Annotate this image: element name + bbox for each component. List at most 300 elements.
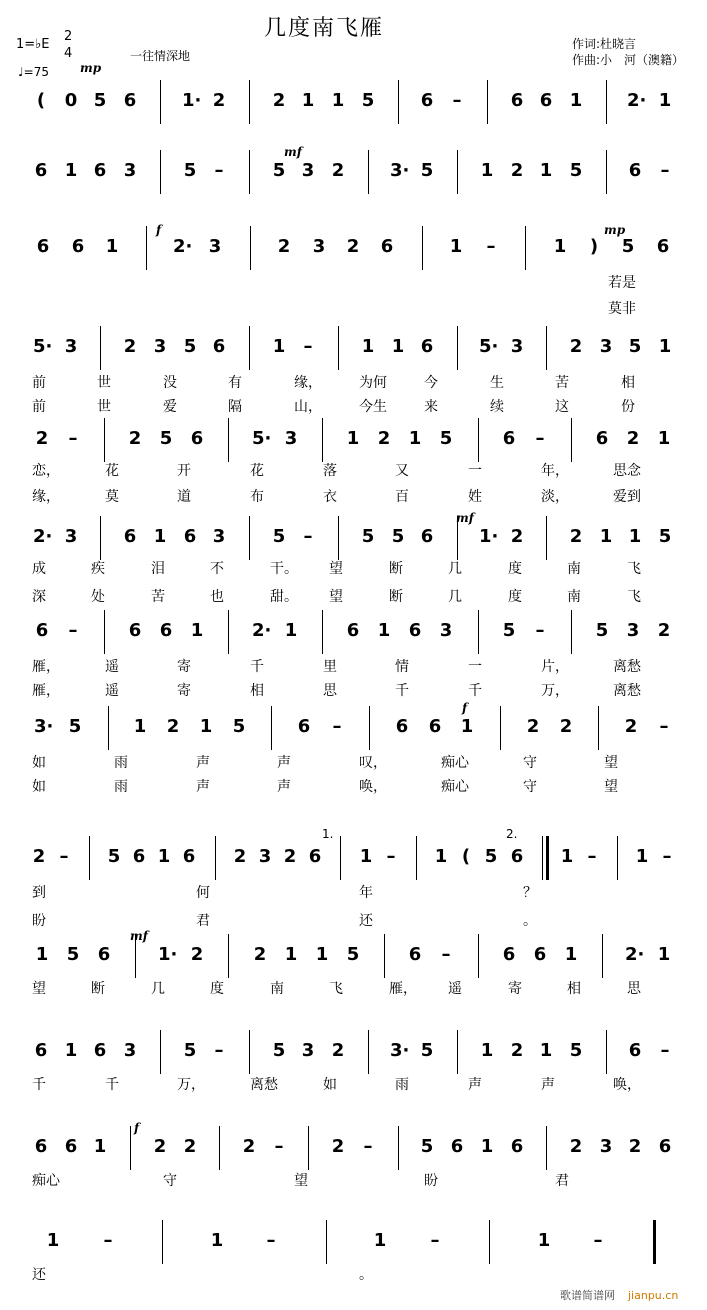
sustain-dash: – — [214, 160, 224, 181]
lyric-verse-2: 爱 — [163, 399, 177, 415]
lyric-verse-2: 衣 — [323, 489, 337, 505]
lyric-verse-1: 世 — [97, 375, 111, 391]
bar-line — [228, 934, 229, 978]
sustain-dash: – — [303, 336, 313, 357]
lyric-verse-1: 苦 — [555, 375, 569, 391]
lyric-verse-1: 如 — [32, 755, 46, 771]
sustain-dash: – — [660, 160, 670, 181]
lyric-verse-1: 开 — [177, 463, 191, 479]
bar-line — [457, 150, 458, 194]
lyric-verse-2: 相 — [250, 683, 264, 699]
note: 6 — [34, 1136, 48, 1157]
sustain-dash: – — [59, 846, 69, 867]
note: 2· — [625, 944, 645, 965]
note: 1 — [635, 846, 649, 867]
lyric-verse-1: 花 — [250, 463, 264, 479]
note: 2 — [190, 944, 204, 965]
note: 6 — [64, 1136, 78, 1157]
note: 2 — [626, 428, 640, 449]
note: 6 — [502, 944, 516, 965]
sustain-dash: – — [386, 846, 396, 867]
lyric-verse-1: 声 — [541, 1077, 555, 1093]
bar-line — [398, 80, 399, 124]
note: 1 — [449, 236, 463, 257]
bar-line — [398, 1126, 399, 1170]
note: 1 — [480, 160, 494, 181]
note: 1 — [560, 846, 574, 867]
lyric-verse-1: 望 — [329, 561, 343, 577]
bar-line — [160, 80, 161, 124]
bar-line — [100, 326, 101, 370]
note: 6 — [97, 944, 111, 965]
lyric-verse-1: 思念 — [613, 463, 641, 479]
note: 6 — [658, 1136, 672, 1157]
lyric-verse-2: 前 — [32, 399, 46, 415]
note: 1 — [64, 160, 78, 181]
lyric-verse-1: 成 — [32, 561, 46, 577]
note: 5 — [272, 1040, 286, 1061]
lyric-verse-2: 甜。 — [270, 589, 298, 605]
score-system — [0, 1040, 707, 1093]
bar-line — [249, 150, 250, 194]
lyric-verse-2: 来 — [424, 399, 438, 415]
note: 5 — [232, 716, 246, 737]
note: 3· — [34, 716, 54, 737]
lyric-verse-1: 今 — [424, 375, 438, 391]
note: 1 — [480, 1040, 494, 1061]
lyric-verse-1: 雁， — [32, 659, 60, 675]
lyric-verse-2: 莫非 — [608, 301, 636, 317]
bar-line — [384, 934, 385, 978]
note: 5 — [346, 944, 360, 965]
sustain-dash: – — [587, 846, 597, 867]
note: 1 — [272, 336, 286, 357]
lyric-verse-2: 望 — [604, 779, 618, 795]
note: 1 — [657, 428, 671, 449]
note: 1 — [564, 944, 578, 965]
bar-line — [340, 836, 341, 880]
sustain-dash: – — [535, 620, 545, 641]
lyric-verse-1: 恋， — [32, 463, 60, 479]
lyric-verse-1: 痴心 — [441, 755, 469, 771]
lyric-verse-1: 南 — [567, 561, 581, 577]
note: 1 — [153, 526, 167, 547]
key-signature: 1=♭E — [16, 37, 50, 52]
note: 1 — [157, 846, 171, 867]
note: 2 — [242, 1136, 256, 1157]
lyric-verse-2: 声 — [277, 779, 291, 795]
note: 2 — [183, 1136, 197, 1157]
note: 6 — [128, 620, 142, 641]
dynamic-marking: mp — [604, 223, 626, 237]
lyric-verse-2: 南 — [567, 589, 581, 605]
note: 5 — [361, 90, 375, 111]
bar-line — [478, 610, 479, 654]
note: 2 — [346, 236, 360, 257]
note: 2 — [212, 90, 226, 111]
note: 2· — [627, 90, 647, 111]
note: 6 — [533, 944, 547, 965]
lyric-verse-1: 相 — [567, 981, 581, 997]
dynamic-marking: mf — [130, 929, 148, 943]
lyric-verse-1: 飞 — [627, 561, 641, 577]
sustain-dash: – — [452, 90, 462, 111]
note: 6 — [346, 620, 360, 641]
lyric-verse-2: 深 — [32, 589, 46, 605]
sustain-dash: – — [662, 846, 672, 867]
note: 6 — [182, 846, 196, 867]
note: 6 — [656, 236, 670, 257]
note: 6 — [510, 90, 524, 111]
lyric-verse-2: 这 — [555, 399, 569, 415]
bar-line — [487, 80, 488, 124]
lyric-verse-2: 盼 — [32, 913, 46, 929]
note: 3· — [390, 1040, 410, 1061]
sustain-dash: – — [593, 1230, 603, 1251]
lyric-verse-2: 飞 — [627, 589, 641, 605]
bar-line — [546, 516, 547, 560]
bar-line — [162, 1220, 163, 1264]
lyric-verse-2: 姓 — [468, 489, 482, 505]
note: 5 — [391, 526, 405, 547]
lyric-verse-1: 思 — [627, 981, 641, 997]
note: 5 — [420, 160, 434, 181]
note: 3 — [301, 160, 315, 181]
bar-line — [160, 150, 161, 194]
sustain-dash: – — [214, 1040, 224, 1061]
note: 1 — [391, 336, 405, 357]
lyric-verse-2: 痴心 — [441, 779, 469, 795]
dynamic-marking: mf — [284, 145, 302, 159]
bar-line — [322, 418, 323, 462]
note: 2 — [35, 428, 49, 449]
lyric-verse-1: ？ — [523, 885, 537, 901]
lyric-verse-2: 今生 — [359, 399, 387, 415]
lyric-verse-2: 几 — [448, 589, 462, 605]
note: 6 — [123, 90, 137, 111]
sustain-dash: – — [659, 716, 669, 737]
note: 1 — [434, 846, 448, 867]
note: 6 — [132, 846, 146, 867]
lyric-verse-2: 千 — [468, 683, 482, 699]
note: 6 — [395, 716, 409, 737]
note: 6 — [380, 236, 394, 257]
note: 1 — [105, 236, 119, 257]
score-system — [0, 511, 707, 605]
bar-line — [571, 418, 572, 462]
lyric-verse-1: 为何 — [359, 375, 387, 391]
lyric-verse-1: 干。 — [270, 561, 298, 577]
bar-line — [146, 226, 147, 270]
note: 2 — [331, 1040, 345, 1061]
note: 6 — [420, 336, 434, 357]
note: 6 — [502, 428, 516, 449]
bracket: ( — [461, 846, 471, 867]
note: 5 — [569, 160, 583, 181]
note: 1 — [553, 236, 567, 257]
lyric-verse-2: 缘， — [32, 489, 60, 505]
note: 1 — [480, 1136, 494, 1157]
note: 6 — [595, 428, 609, 449]
bar-line — [215, 836, 216, 880]
note: 1 — [64, 1040, 78, 1061]
note: 2 — [272, 90, 286, 111]
sustain-dash: – — [363, 1136, 373, 1157]
note: 0 — [64, 90, 78, 111]
note: 1 — [599, 526, 613, 547]
bar-line — [416, 836, 417, 880]
note: 5 — [502, 620, 516, 641]
sustain-dash: – — [441, 944, 451, 965]
bar-line — [546, 326, 547, 370]
bar-line — [219, 1126, 220, 1170]
lyric-verse-2: 山， — [294, 399, 322, 415]
note: 2 — [559, 716, 573, 737]
time-signature-bottom: 4 — [64, 46, 73, 61]
note: 3 — [626, 620, 640, 641]
score-system — [0, 336, 707, 415]
note: 5 — [272, 160, 286, 181]
sustain-dash: – — [535, 428, 545, 449]
note: 5 — [628, 336, 642, 357]
note: 3 — [599, 336, 613, 357]
lyric-verse-1: 若是 — [608, 275, 636, 291]
note: 2 — [510, 160, 524, 181]
score-system — [0, 223, 707, 317]
bracket: ) — [589, 236, 599, 257]
note: 1· — [182, 90, 202, 111]
lyric-verse-1: 千 — [105, 1077, 119, 1093]
note: 1 — [408, 428, 422, 449]
lyric-verse-1: 雨 — [114, 755, 128, 771]
lyric-verse-1: 缘， — [294, 375, 322, 391]
lyric-verse-1: 飞 — [329, 981, 343, 997]
note: 6 — [34, 160, 48, 181]
lyric-verse-1: 前 — [32, 375, 46, 391]
note: 3 — [284, 428, 298, 449]
lyric-verse-1: 一 — [468, 659, 482, 675]
lyric-verse-1: 守 — [523, 755, 537, 771]
lyric-verse-1: 生 — [490, 375, 504, 391]
note: 1 — [199, 716, 213, 737]
score-system — [0, 701, 707, 795]
note: 5 — [658, 526, 672, 547]
sustain-dash: – — [430, 1230, 440, 1251]
lyric-verse-1: 望 — [604, 755, 618, 771]
lyric-verse-1: 还 — [32, 1267, 46, 1283]
lyric-verse-1: 度 — [508, 561, 522, 577]
lyric-verse-1: 里 — [323, 659, 337, 675]
intro-dynamic: mp — [80, 61, 102, 75]
note: 5· — [33, 336, 53, 357]
bar-line — [338, 326, 339, 370]
note: 1 — [657, 944, 671, 965]
note: 6 — [190, 428, 204, 449]
lyric-verse-1: 盼 — [424, 1173, 438, 1189]
note: 1· — [158, 944, 178, 965]
lyric-verse-1: 千 — [32, 1077, 46, 1093]
lyric-verse-2: 也 — [210, 589, 224, 605]
bar-line — [108, 706, 109, 750]
lyric-verse-1: 泪 — [151, 561, 165, 577]
bar-line — [489, 1220, 490, 1264]
note: 1 — [359, 846, 373, 867]
lyric-verse-2: 万， — [541, 683, 569, 699]
lyric-verse-2: 如 — [32, 779, 46, 795]
score-system — [0, 428, 707, 505]
score-system — [0, 92, 707, 122]
dynamic-marking: f — [134, 1121, 140, 1135]
note: 1 — [569, 90, 583, 111]
volta-second: 2. — [506, 827, 518, 841]
note: 6 — [450, 1136, 464, 1157]
lyric-verse-1: 遥 — [448, 981, 462, 997]
bar-line — [606, 150, 607, 194]
bar-line — [602, 934, 603, 978]
note: 6 — [123, 526, 137, 547]
note: 5 — [439, 428, 453, 449]
note: 1 — [331, 90, 345, 111]
lyric-verse-1: 叹， — [359, 755, 387, 771]
note: 6 — [420, 526, 434, 547]
note: 3 — [312, 236, 326, 257]
lyric-verse-1: 相 — [621, 375, 635, 391]
bar-line — [250, 226, 251, 270]
bar-line — [606, 80, 607, 124]
lyric-verse-1: 年 — [359, 885, 373, 901]
note: 2 — [123, 336, 137, 357]
sustain-dash: – — [486, 236, 496, 257]
dynamic-marking: mf — [456, 511, 474, 525]
note: 1 — [537, 1230, 551, 1251]
sustain-dash: – — [103, 1230, 113, 1251]
note: 6 — [408, 944, 422, 965]
bar-line — [546, 1126, 547, 1170]
tempo-marking: ♩=75 — [18, 65, 49, 79]
note: 1 — [346, 428, 360, 449]
lyric-verse-2: 道 — [177, 489, 191, 505]
note: 2 — [331, 1136, 345, 1157]
bar-line — [478, 418, 479, 462]
note: 2 — [153, 1136, 167, 1157]
note: 6 — [297, 716, 311, 737]
lyric-verse-1: 声 — [277, 755, 291, 771]
note: 3 — [258, 846, 272, 867]
score-system — [0, 929, 707, 997]
site-url: jianpu.cn — [628, 1289, 679, 1302]
note: 6 — [510, 846, 524, 867]
lyric-verse-2: 布 — [250, 489, 264, 505]
note: 3 — [123, 160, 137, 181]
note: 5 — [272, 526, 286, 547]
bar-line — [104, 610, 105, 654]
bar-line — [422, 226, 423, 270]
sustain-dash: – — [332, 716, 342, 737]
sustain-dash: – — [274, 1136, 284, 1157]
note: 1 — [460, 716, 474, 737]
bar-line — [369, 706, 370, 750]
lyric-verse-1: 唤， — [613, 1077, 641, 1093]
note: 1· — [479, 526, 499, 547]
lyric-verse-2: 续 — [490, 399, 504, 415]
note: 5· — [479, 336, 499, 357]
bar-line — [249, 326, 250, 370]
note: 2 — [166, 716, 180, 737]
note: 6 — [212, 336, 226, 357]
bar-line — [160, 1030, 161, 1074]
note: 6 — [308, 846, 322, 867]
note: 3 — [153, 336, 167, 357]
note: 6 — [510, 1136, 524, 1157]
lyric-verse-1: 声 — [468, 1077, 482, 1093]
bar-line — [617, 836, 618, 880]
lyric-verse-1: 几 — [448, 561, 462, 577]
note: 5 — [68, 716, 82, 737]
lyric-verse-2: 爱到 — [613, 489, 641, 505]
song-title: 几度南飞雁 — [264, 16, 385, 41]
score-system — [0, 145, 707, 192]
bar-line — [338, 516, 339, 560]
sustain-dash: – — [303, 526, 313, 547]
score-system — [0, 827, 707, 929]
lyric-verse-1: 千 — [250, 659, 264, 675]
lyric-verse-1: 望 — [294, 1173, 308, 1189]
lyric-verse-1: 不 — [210, 561, 224, 577]
note: 5 — [93, 90, 107, 111]
note: 6 — [183, 526, 197, 547]
lyric-verse-1: 守 — [163, 1173, 177, 1189]
lyric-verse-2: 思 — [323, 683, 337, 699]
lyric-verse-1: 断 — [91, 981, 105, 997]
lyric-verse-2: 雁， — [32, 683, 60, 699]
note: 5 — [159, 428, 173, 449]
note: 1 — [539, 1040, 553, 1061]
note: 5 — [484, 846, 498, 867]
bar-line — [478, 934, 479, 978]
bracket: ( — [36, 90, 46, 111]
note: 6 — [35, 620, 49, 641]
note: 1 — [93, 1136, 107, 1157]
note: 5 — [420, 1040, 434, 1061]
note: 6 — [408, 620, 422, 641]
bar-line — [457, 1030, 458, 1074]
note: 1 — [658, 336, 672, 357]
lyric-verse-1: 到 — [32, 885, 46, 901]
lyric-verse-2: 守 — [523, 779, 537, 795]
bar-line — [368, 1030, 369, 1074]
lyric-verse-1: 雁， — [389, 981, 417, 997]
lyric-verse-1: 君 — [555, 1173, 569, 1189]
bar-line — [525, 226, 526, 270]
lyric-verse-2: 莫 — [105, 489, 119, 505]
lyric-verse-2: 。 — [523, 913, 537, 929]
note: 6 — [539, 90, 553, 111]
note: 6 — [93, 1040, 107, 1061]
note: 3 — [64, 526, 78, 547]
lyric-verse-2: 世 — [97, 399, 111, 415]
note: 2 — [510, 1040, 524, 1061]
lyric-verse-2: 度 — [508, 589, 522, 605]
lyric-verse-1: 断 — [389, 561, 403, 577]
note: 6 — [428, 716, 442, 737]
lyricist-credit: 作词:杜晓言 — [572, 37, 637, 51]
time-signature-top: 2 — [64, 29, 73, 44]
lyric-verse-2: 雨 — [114, 779, 128, 795]
note: 5 — [107, 846, 121, 867]
lyric-verse-1: 疾 — [91, 561, 105, 577]
note: 3 — [212, 526, 226, 547]
note: 2 — [628, 1136, 642, 1157]
